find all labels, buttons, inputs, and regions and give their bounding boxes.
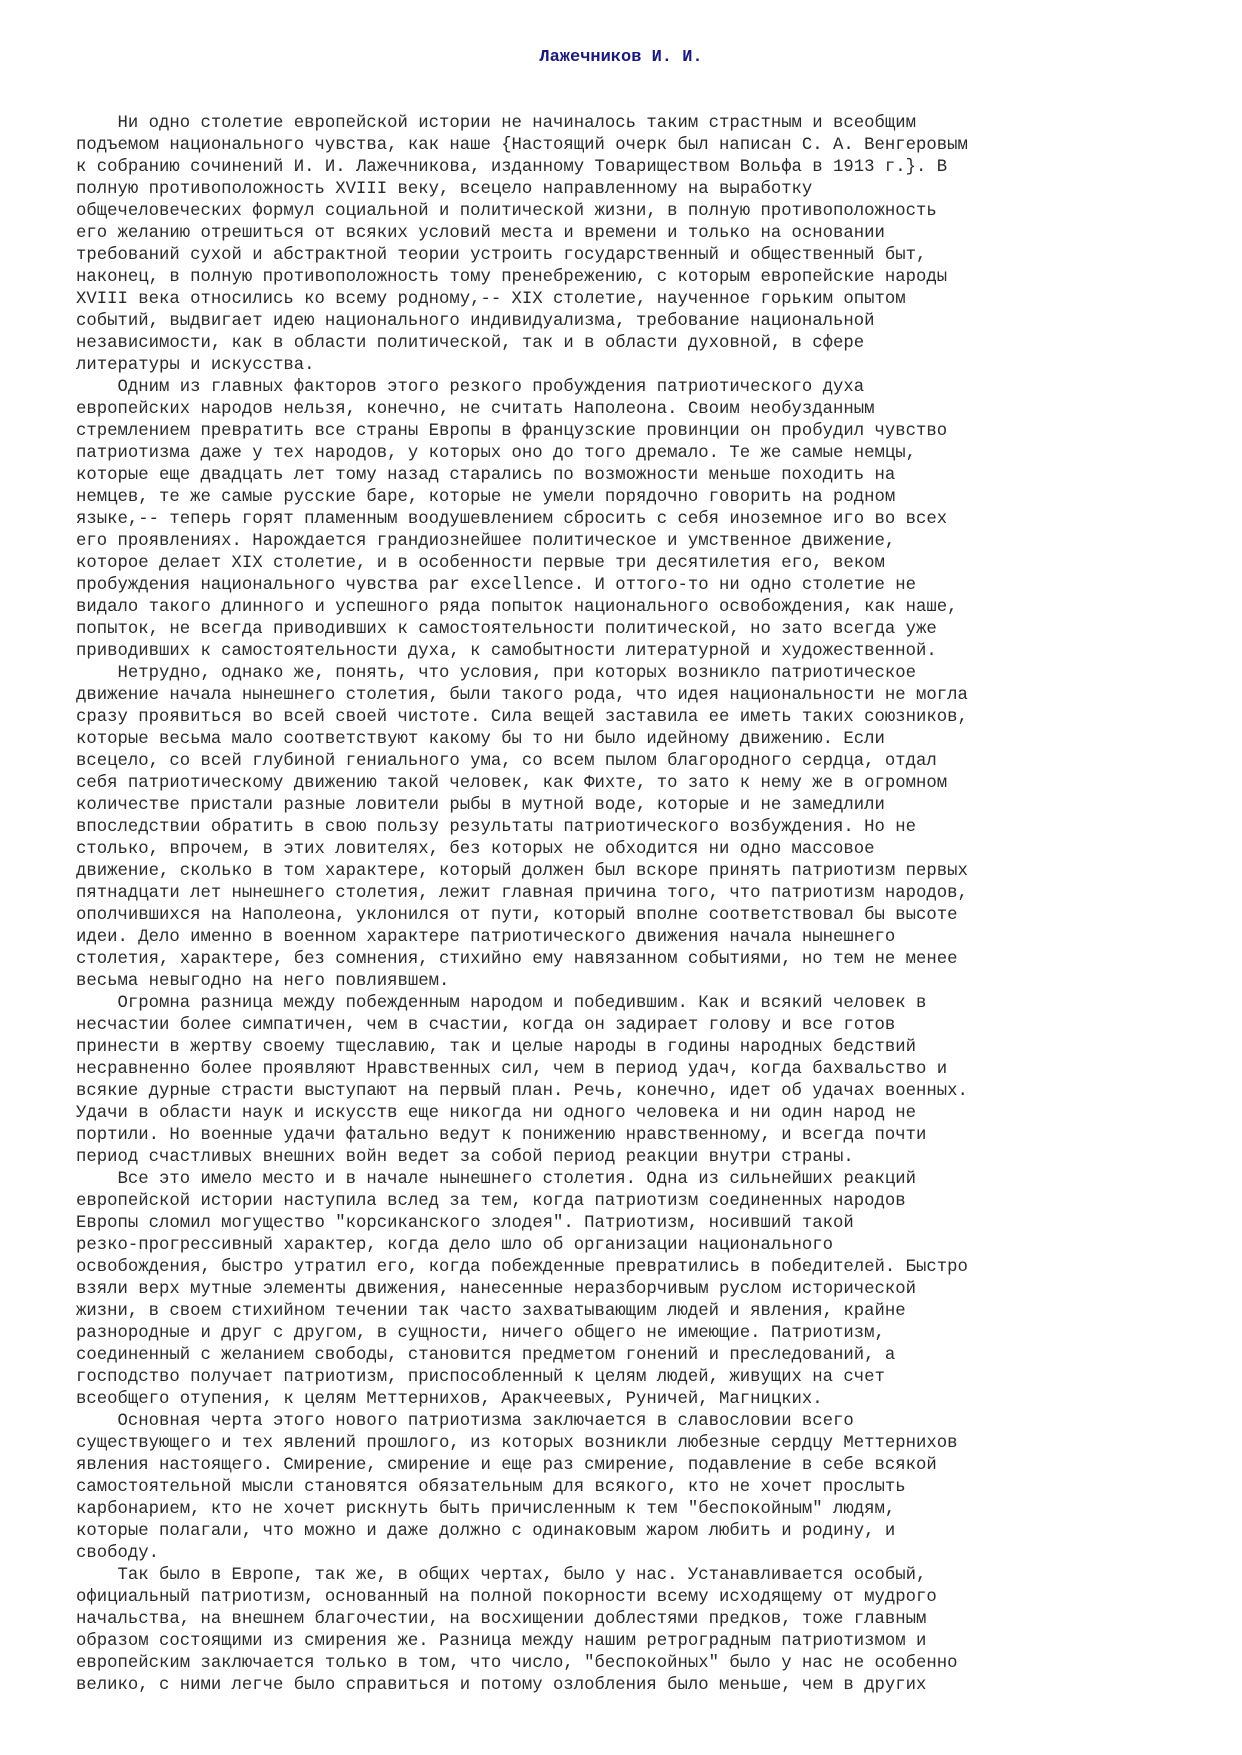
document-title: Лажечников И. И. [539, 48, 703, 67]
document-body-text: Ни одно столетие европейской истории не начиналось таким страстным и всеобщим подъемом национального чувства, как наше {Настоящий очерк был написан С. А. Венгеровым к собранию сочинений И. И. Лажечникова, изданному Товариществом Вольфа в 1913 г.}. В полную противоположность XVIII веку, всецело направленному на выработку общечеловеческих формул социальной и политической жизни, в полную противоположность его желанию отрешиться от всяких условий места и времени и только на основании требований сухой и абстрактной теории устроить государственный и общественный быт, наконец, в полную противоположность тому пренебрежению, с которым европейские народы XVIII века относились ко всему родному,-- XIX столетие, наученное горьким опытом событий, выдвигает идею национального индивидуализма, требование национальной независимости, как в области политической, так и в области духовной, в сфере литературы и искусства. Одним из главных факторов этого резкого пробуждения патриотического духа европейских народов нельзя, конечно, не считать Наполеона. Своим необузданным стремлением превратить все страны Европы в французские провинции он пробудил чувство патриотизма даже у тех народов, у которых оно до того дремало. Те же самые немцы, которые еще двадцать лет тому назад старались по возможности меньше походить на немцев, те же самые русские баре, которые не умели порядочно говорить на родном языке,-- теперь горят пламенным воодушевлением сбросить с себя иноземное иго во всех его проявлениях. Нарождается грандиознейшее политическое и умственное движение, которое делает XIX столетие, и в особенности первые три десятилетия его, веком пробуждения национального чувства par excellence. И оттого-то ни одно столетие не видало такого длинного и успешного ряда попыток национального освобождения, как наше, попыток, не всегда приводивших к самостоятельности политической, но зато всегда уже приводивших к самостоятельности духа, к самобытности литературной и художественной. Нетрудно, однако же, понять, что условия, при которых возникло патриотическое движение начала нынешнего столетия, были такого рода, что идея национальности не могла сразу проявиться во всей своей чистоте. Сила вещей заставила ее иметь таких союзников, которые весьма мало соответствуют какому бы то ни было идейному движению. Если всецело, со всей глубиной гениального ума, со всем пылом благородного сердца, отдал себя патриотическому движению такой человек, как Фихте, то зато к нему же в огромном количестве пристали разные ловители рыбы в мутной воде, которые и не замедлили впоследствии обратить в свою пользу результаты патриотического возбуждения. Но не столько, впрочем, в этих ловителях, без которых не обходится ни одно массовое движение, сколько в том характере, который должен был вскоре принять патриотизм первых пятнадцати лет нынешнего столетия, лежит главная причина того, что патриотизм народов, ополчившихся на Наполеона, уклонился от пути, который вполне соответствовал бы высоте идеи. Дело именно в военном характере патриотического движения начала нынешнего столетия, характере, без сомнения, стихийно ему навязанном событиями, но тем не менее весьма невыгодно на него повлиявшем. Огромна разница между побежденным народом и победившим. Как и всякий человек в несчастии более симпатичен, чем в счастии, когда он задирает голову и все готов принести в жертву своему тщеславию, так и целые народы в годины народных бедствий несравненно более проявляют Нравственных сил, чем в период удач, когда бахвальство и всякие дурные страсти выступают на первый план. Речь, конечно, идет об удачах военных. Удачи в области наук и искусств еще никогда ни одного человека и ни один народ не портили. Но военные удачи фатально ведут к понижению нравственному, и всегда почти период счастливых внешних войн ведет за собой период реакции внутри страны. Все это имело место и в начале нынешнего столетия. Одна из сильнейших реакций европейской истории наступила вслед за тем, когда патриотизм соединенных народов Европы сломил могущество "корсиканского злодея". Патриотизм, носивший такой резко-прогрессивный характер, когда дело шло об организации национального освобождения, быстро утратил его, когда побежденные превратились в победителей. Быстро взяли верх мутные элементы движения, нанесенные неразборчивым руслом исторической жизни, в своем стихийном течении так часто захватывающим людей и явления, крайне разнородные и друг с другом, в сущности, ничего общего не имеющие. Патриотизм, соединенный с желанием свободы, становится предметом гонений и преследований, а господство получает патриотизм, приспособленный к целям людей, живущих на счет всеобщего отупения, к целям Меттернихов, Аракчеевых, Руничей, Магницких. Основная черта этого нового патриотизма заключается в славословии всего существующего и тех явлений прошлого, из которых возникли любезные сердцу Меттернихов явления настоящего. Смирение, смирение и еще раз смирение, подавление в себе всякой самостоятельной мысли становятся обязательным для всякого, кто не хочет прослыть карбонарием, кто не хочет рискнуть быть причисленным к тем "беспокойным" людям, которые полагали, что можно и даже должно с одинаковым жаром любить и родину, и свободу. Так было в Европе, так же, в общих чертах, было у нас. Устанавливается особый, официальный патриотизм, основанный на полной покорности всему исходящему от мудрого начальства, на внешнем благочестии, на восхищении доблестями предков, тоже главным образом состоящими из смирения же. Разница между нашим ретроградным патриотизмом и европейским заключается только в том, что число, "беспокойных" было у нас не особенно велико, с ними легче было справиться и потому озлобления было меньше, чем в других [76, 114, 968, 1695]
